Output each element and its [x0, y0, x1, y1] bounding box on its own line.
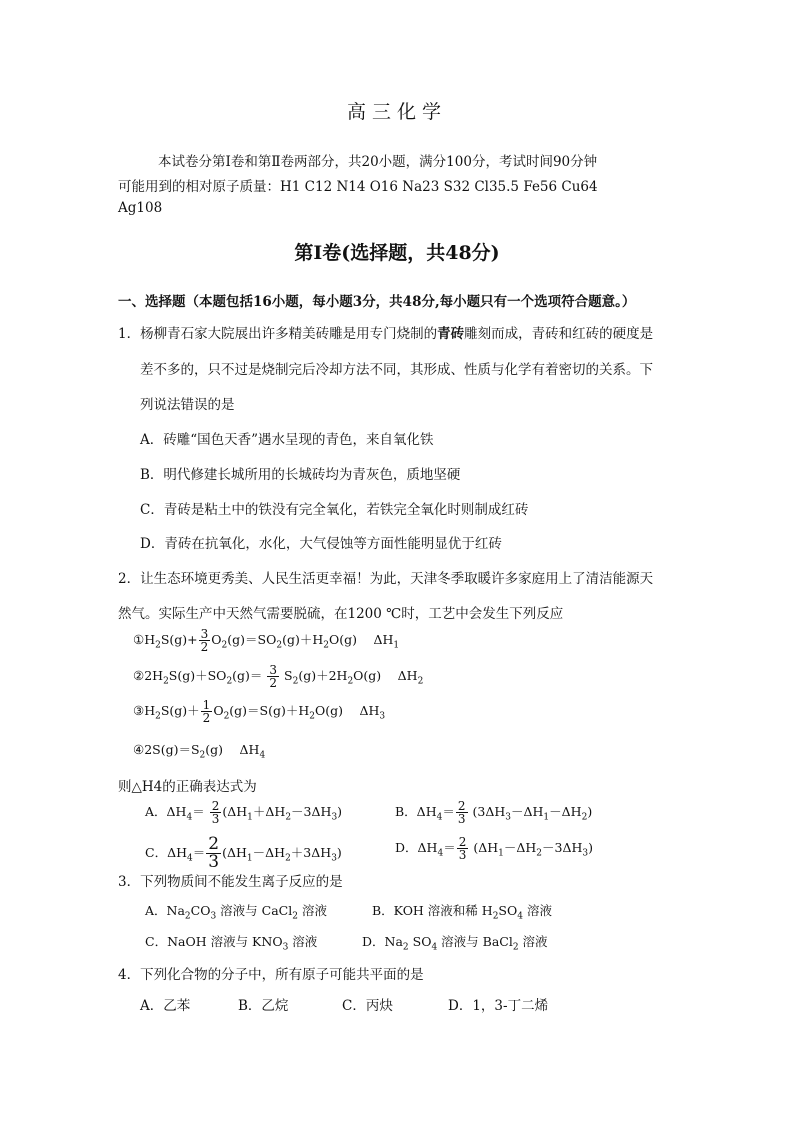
q4-option-d: D．1，3-丁二烯 [448, 998, 549, 1014]
q1-option-c: C．青砖是粘土中的铁没有完全氧化，若铁完全氧化时则制成红砖 [140, 502, 529, 518]
q2-ask: 则△H4的正确表达式为 [118, 779, 257, 795]
q2-option-c: C．$\Delta H_4=$ $\frac{2}{3}$ $(\Delta H_1-\Delta H_2+3\Delta H_3)$ [145, 834, 342, 872]
q2-reaction-2: $②2H_2S(g)+SO_2(g)=$ $\frac{3}{2}$ $S_2(g)+2H_2O(g)$ $\Delta H_2$ [133, 663, 424, 690]
q4-option-a: A．乙苯 [140, 998, 191, 1014]
q2-reaction-3: $③H_2S(g)+$ $\frac{1}{2}$ $O_2(g)=S(g)+H_2O(g)$ $\Delta H_3$ [133, 698, 386, 725]
q4-option-b: B．乙烷 [238, 998, 289, 1014]
q1-stem-line-2: 差不多的，只不过是烧制完后冷却方法不同，其形成、性质与化学有着密切的关系。下 [140, 362, 653, 378]
q1-option-b: B．明代修建长城所用的长城砖均为青灰色，质地坚硬 [140, 467, 461, 483]
q1-stem-line-3: 列说法错误的是 [140, 397, 235, 413]
q3-option-d: D．$Na_2$ $SO_4$ 溶液与 BaCl$_2$ 溶液 [362, 934, 548, 953]
q2-reaction-4: $④2S(g)=S_2(g)$ $\Delta H_4$ [133, 742, 266, 761]
q4-stem: 4．下列化合物的分子中，所有原子可能共平面的是 [118, 967, 424, 983]
page-title: 高三化学 [346, 101, 447, 123]
q3-stem: 3．下列物质间不能发生离子反应的是 [118, 874, 343, 890]
intro-line-1: 本试卷分第Ⅰ卷和第Ⅱ卷两部分，共20小题，满分100分，考试时间90分钟 [158, 154, 598, 170]
q2-stem-line-2: 然气。实际生产中天然气需要脱硫，在1200 ℃时，工艺中会发生下列反应 [118, 606, 564, 622]
part-heading: 一、选择题（本题包括16小题，每小题3分，共48分,每小题只有一个选项符合题意。） [118, 294, 636, 310]
q3-option-b: B．KOH 溶液和稀 $H_2SO_4$ 溶液 [372, 903, 552, 922]
intro-line-2: 可能用到的相对原子质量：H1 C12 N14 O16 Na23 S32 Cl35.5 Fe56 Cu64 [118, 179, 598, 195]
q2-option-a: A．$\Delta H_4=$ $\frac{2}{3}$ $(\Delta H_1+\Delta H_2-3\Delta H_3)$ [145, 799, 343, 826]
q2-stem-line-1: 2．让生态环境更秀美、人民生活更幸福！为此，天津冬季取暖许多家庭用上了清洁能源天 [118, 571, 654, 587]
q4-option-c: C．丙炔 [342, 998, 393, 1014]
q2-option-b: B．$\Delta H_4=$ $\frac{2}{3}$ $(3\Delta H_3-\Delta H_1-\Delta H_2)$ [395, 799, 593, 826]
intro-line-3: Ag108 [118, 200, 163, 216]
q1-stem-line-1 [118, 322, 653, 342]
q3-option-c: C．NaOH 溶液与 $KNO_3$ 溶液 [145, 934, 318, 953]
q1-option-a: A．砖雕“国色天香”遇水呈现的青色，来自氧化铁 [140, 432, 434, 448]
q1-stem-bold: 青砖 [437, 326, 465, 342]
q3-option-a: A．$Na_2CO_3$ 溶液与 CaCl$_2$ 溶液 [145, 903, 327, 922]
q2-option-d: D．$\Delta H_4=$ $\frac{2}{3}$ $(\Delta H_1-\Delta H_2-3\Delta H_3)$ [395, 835, 594, 862]
q2-reaction-1: $①H_2S(g)+$ $\frac{3}{2}$ $O_2(g)=SO_2(g)+H_2O(g)$ $\Delta H_1$ [133, 627, 400, 654]
q1-stem-a: 1．杨柳青石家大院展出许多精美砖雕是用专门烧制的 [118, 326, 438, 342]
q1-stem-b: 雕刻而成，青砖和红砖的硬度是 [464, 326, 654, 342]
q1-option-d: D．青砖在抗氧化，水化，大气侵蚀等方面性能明显优于红砖 [140, 536, 502, 552]
section-title: 第Ⅰ卷(选择题，共48分) [294, 242, 500, 264]
